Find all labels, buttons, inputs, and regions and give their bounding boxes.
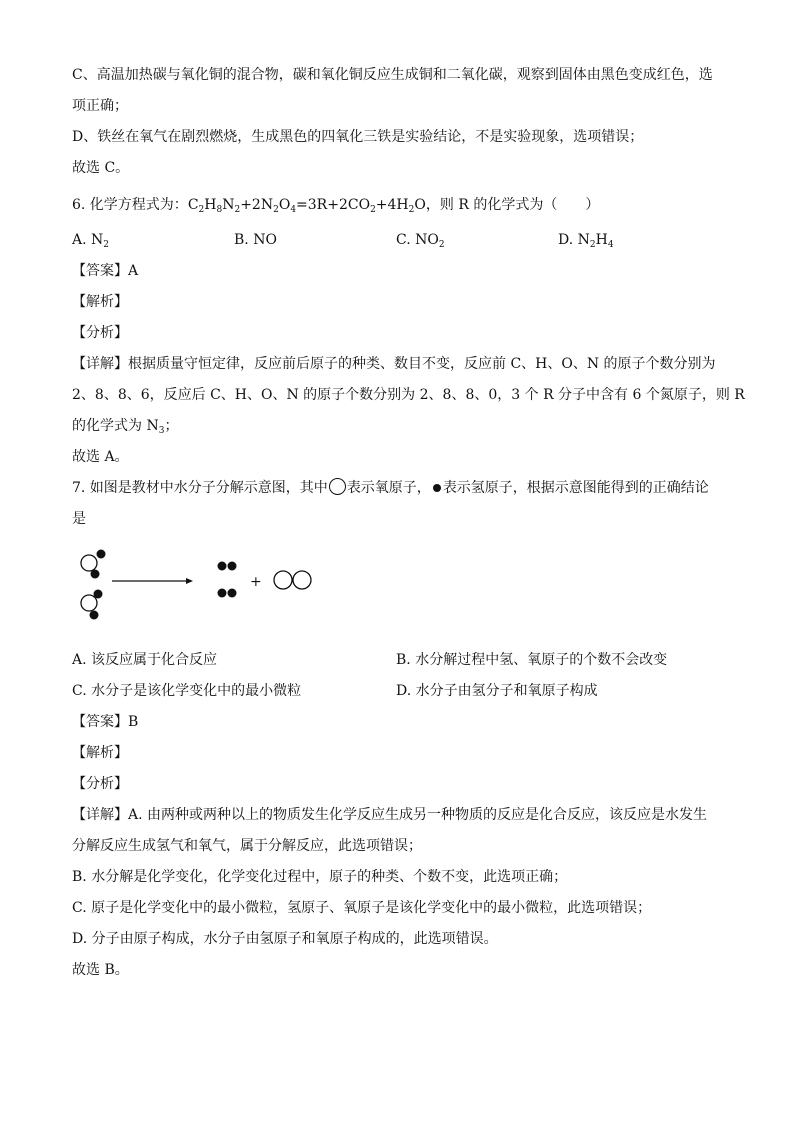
q6-detail-2: 2、8、8、6，反应后 C、H、O、N 的原子个数分别为 2、8、8、0，3 个 R 分子中含有 6 个氮原子，则 R — [72, 387, 745, 403]
q7-options-row-1 — [72, 645, 732, 676]
q6-stem-prefix: 6. 化学方程式为： — [72, 197, 188, 213]
hydrogen-molecule-2 — [218, 589, 237, 598]
q6-analysis-heading: 【解析】 — [72, 294, 128, 310]
q7-option-b: B. 水分解过程中氢、氧原子的个数不会改变 — [396, 652, 668, 668]
hydrogen-atom-icon — [433, 484, 441, 492]
q6-detail-3: 的化学式为 $N_3$； — [72, 418, 179, 436]
q6-choose: 故选 A。 — [72, 449, 129, 465]
q6-option-a: A. $N_2$ — [72, 232, 109, 250]
q6-equation: $C_2H_8N_2+2N_2O_4=3R+2CO_2+4H_2O$ — [187, 197, 426, 215]
q7-detail-1: 【详解】A. 由两种或两种以上的物质发生化学反应生成另一种物质的反应是化合反应，该反应是水发生 — [72, 807, 708, 823]
water-molecule-2 — [81, 590, 103, 620]
q5-option-c-explanation: C、高温加热碳与氧化铜的混合物，碳和氧化铜反应生成铜和二氧化碳，观察到固体由黑色变成红色，选 — [72, 67, 713, 83]
q7-stem-1: 7. 如图是教材中水分子分解示意图，其中 表示氧原子， 表示氢原子，根据示意图能得到的正确结论 — [72, 480, 709, 496]
q6-detail-1: 【详解】根据质量守恒定律，反应前后原子的种类、数目不变，反应前 C、H、O、N 的原子个数分别为 — [72, 356, 716, 372]
q7-detail-c: C. 原子是化学变化中的最小微粒，氢原子、氧原子是该化学变化中的最小微粒，此选项错误； — [72, 900, 652, 916]
q6-stem-suffix: ，则 R 的化学式为（ ） — [425, 197, 600, 213]
q6-option-d: D. $N_2H_4$ — [558, 232, 614, 250]
hydrogen-molecule-1 — [218, 562, 237, 571]
water-decomposition-svg — [72, 541, 732, 641]
q6-fenxi-heading: 【分析】 — [72, 325, 128, 341]
reaction-arrow — [112, 578, 193, 584]
oxygen-molecule — [274, 571, 311, 589]
q7-stem-2: 是 — [72, 511, 86, 527]
q7-answer: 【答案】B — [72, 714, 139, 730]
q6-option-c: C. $NO_2$ — [396, 232, 445, 250]
oxygen-atom-icon — [329, 478, 346, 495]
q7-detail-2: 分解反应生成氢气和氧气，属于分解反应，此选项错误； — [72, 838, 422, 854]
document-page — [72, 60, 745, 986]
q7-options-row-2 — [72, 676, 732, 707]
q6-answer: 【答案】A — [72, 263, 139, 279]
q6-option-b: B. NO — [234, 232, 277, 248]
plus-sign: + — [250, 574, 262, 590]
q7-option-c: C. 水分子是该化学变化中的最小微粒 — [72, 683, 302, 699]
q7-detail-d: D. 分子由原子构成，水分子由氢原子和氧原子构成的，此选项错误。 — [72, 931, 498, 947]
q7-detail-b: B. 水分解是化学变化，化学变化过程中，原子的种类、个数不变，此选项正确； — [72, 869, 568, 885]
q5-option-d-explanation: D、铁丝在氧气在剧烈燃烧，生成黑色的四氧化三铁是实验结论，不是实验现象，选项错误； — [72, 129, 644, 145]
q7-option-d: D. 水分子由氢分子和氧原子构成 — [396, 683, 598, 699]
q6-options — [72, 225, 732, 256]
q7-analysis-heading: 【解析】 — [72, 745, 128, 761]
q7-option-a: A. 该反应属于化合反应 — [72, 652, 218, 668]
q5-option-c-explanation-cont: 项正确； — [72, 98, 128, 114]
q7-choose: 故选 B。 — [72, 962, 129, 978]
q7-fenxi-heading: 【分析】 — [72, 776, 128, 792]
q5-choose: 故选 C。 — [72, 160, 130, 176]
water-molecule-1 — [81, 550, 106, 579]
q6-stem — [72, 190, 732, 221]
water-decomposition-diagram — [72, 541, 732, 641]
